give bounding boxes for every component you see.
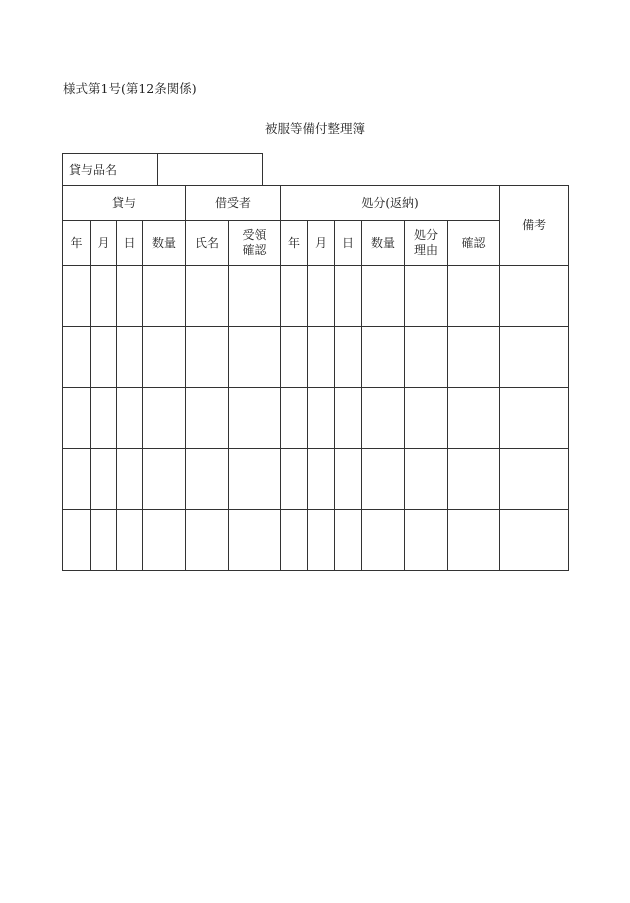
table-cell[interactable] [281, 449, 308, 510]
table-cell[interactable] [143, 266, 186, 327]
form-number: 様式第1号(第12条関係) [63, 81, 197, 96]
table-cell[interactable] [229, 388, 281, 449]
table-cell[interactable] [335, 388, 362, 449]
item-name-field[interactable] [158, 154, 263, 186]
ledger-column-header [63, 221, 569, 266]
table-cell[interactable] [362, 266, 405, 327]
table-cell[interactable] [63, 510, 91, 571]
table-cell[interactable] [281, 327, 308, 388]
table-cell[interactable] [143, 510, 186, 571]
table-cell[interactable] [405, 388, 448, 449]
table-cell[interactable] [281, 510, 308, 571]
table-cell[interactable] [335, 449, 362, 510]
table-cell[interactable] [362, 510, 405, 571]
lend-year-header: 年 [63, 221, 91, 266]
table-cell[interactable] [186, 449, 229, 510]
document-title: 被服等備付整理簿 [264, 121, 365, 136]
table-cell[interactable] [63, 449, 91, 510]
disp-reason-line2: 理由 [414, 243, 439, 257]
table-cell[interactable] [405, 449, 448, 510]
borrower-name-header: 氏名 [186, 221, 229, 266]
table-cell[interactable] [335, 266, 362, 327]
table-row [63, 388, 569, 449]
table-cell[interactable] [143, 449, 186, 510]
table-cell[interactable] [362, 388, 405, 449]
table-cell[interactable] [500, 449, 569, 510]
table-cell[interactable] [448, 266, 500, 327]
table-cell[interactable] [281, 388, 308, 449]
receipt-confirm-line2: 確認 [242, 243, 267, 257]
table-cell[interactable] [63, 266, 91, 327]
table-cell[interactable] [91, 449, 117, 510]
table-cell[interactable] [448, 449, 500, 510]
disposal-group-header: 処分(返納) [281, 186, 500, 221]
table-cell[interactable] [308, 510, 335, 571]
table-cell[interactable] [335, 510, 362, 571]
table-cell[interactable] [63, 327, 91, 388]
table-row [63, 266, 569, 327]
table-cell[interactable] [117, 449, 143, 510]
table-cell[interactable] [335, 327, 362, 388]
ledger-body [63, 266, 569, 571]
disp-month-header: 月 [308, 221, 335, 266]
ledger-table [62, 185, 569, 571]
table-row [63, 327, 569, 388]
table-cell[interactable] [229, 510, 281, 571]
item-name-table [62, 153, 263, 186]
disp-day-header: 日 [335, 221, 362, 266]
disp-quantity-header: 数量 [362, 221, 405, 266]
table-cell[interactable] [500, 388, 569, 449]
table-cell[interactable] [91, 388, 117, 449]
lend-month-header: 月 [91, 221, 117, 266]
table-cell[interactable] [500, 327, 569, 388]
table-cell[interactable] [117, 266, 143, 327]
table-row [63, 510, 569, 571]
table-cell[interactable] [117, 388, 143, 449]
table-cell[interactable] [186, 388, 229, 449]
table-cell[interactable] [308, 266, 335, 327]
table-cell[interactable] [229, 327, 281, 388]
table-cell[interactable] [229, 266, 281, 327]
table-cell[interactable] [143, 327, 186, 388]
table-cell[interactable] [91, 266, 117, 327]
receipt-confirm-header [229, 221, 281, 266]
receipt-confirm-line1: 受領 [242, 228, 267, 242]
table-cell[interactable] [405, 266, 448, 327]
item-name-row [63, 154, 263, 186]
table-cell[interactable] [91, 327, 117, 388]
table-cell[interactable] [186, 266, 229, 327]
table-cell[interactable] [362, 327, 405, 388]
table-cell[interactable] [281, 266, 308, 327]
disp-year-header: 年 [281, 221, 308, 266]
table-cell[interactable] [362, 449, 405, 510]
ledger-group-header [63, 186, 569, 221]
lending-group-header: 貸与 [63, 186, 186, 221]
table-cell[interactable] [500, 266, 569, 327]
item-name-label: 貸与品名 [63, 154, 158, 186]
table-cell[interactable] [91, 510, 117, 571]
borrower-group-header: 借受者 [186, 186, 281, 221]
table-cell[interactable] [308, 449, 335, 510]
table-cell[interactable] [448, 327, 500, 388]
table-cell[interactable] [448, 388, 500, 449]
table-cell[interactable] [117, 510, 143, 571]
lend-quantity-header: 数量 [143, 221, 186, 266]
table-cell[interactable] [143, 388, 186, 449]
table-row [63, 449, 569, 510]
table-cell[interactable] [405, 327, 448, 388]
remarks-header: 備考 [500, 186, 569, 266]
disp-reason-line1: 処分 [414, 228, 439, 242]
table-cell[interactable] [117, 327, 143, 388]
table-cell[interactable] [405, 510, 448, 571]
table-cell[interactable] [186, 327, 229, 388]
table-cell[interactable] [63, 388, 91, 449]
table-cell[interactable] [448, 510, 500, 571]
disp-reason-header [405, 221, 448, 266]
lend-day-header: 日 [117, 221, 143, 266]
table-cell[interactable] [229, 449, 281, 510]
table-cell[interactable] [308, 327, 335, 388]
table-cell[interactable] [500, 510, 569, 571]
table-cell[interactable] [308, 388, 335, 449]
table-cell[interactable] [186, 510, 229, 571]
disp-confirm-header: 確認 [448, 221, 500, 266]
